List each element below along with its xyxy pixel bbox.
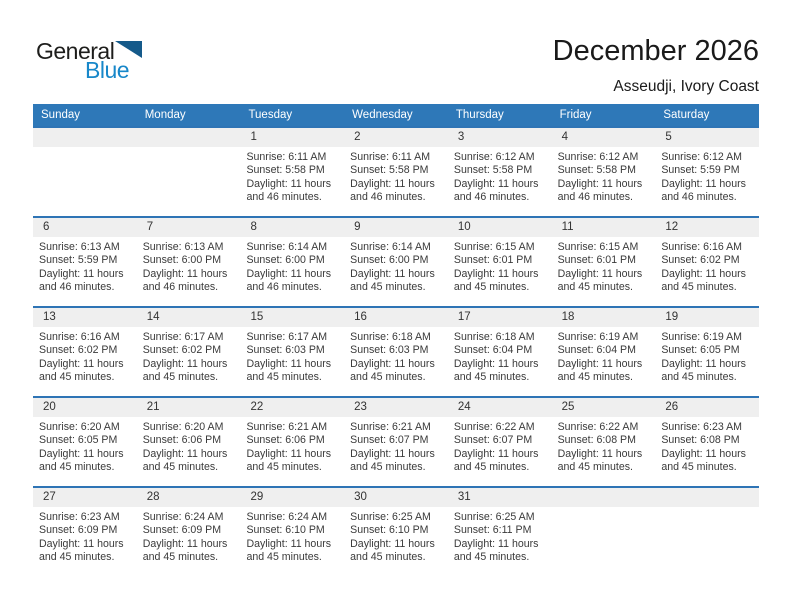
date-number: 25 [561,401,575,413]
day-cell [137,308,241,396]
daylight-text: Daylight: 11 hours and 45 minutes. [453,267,539,294]
day-content [344,507,448,565]
sunset-text: Sunset: 6:06 PM [246,434,325,447]
sunset-text: Sunset: 6:11 PM [453,524,532,537]
day-content [655,237,759,295]
sunset-text: Sunset: 6:06 PM [142,434,222,447]
day-content [448,237,552,295]
day-content [655,417,759,475]
day-cell [552,308,656,396]
logo-text-general: General [36,38,115,64]
date-band [655,128,759,147]
day-cell [33,398,137,486]
sunrise-text: Sunrise: 6:23 AM [39,511,120,523]
daylight-text: Daylight: 11 hours and 45 minutes. [39,537,124,564]
sunrise-text: Sunrise: 6:12 AM [661,151,742,163]
date-band [655,398,759,417]
sunrise-text: Sunrise: 6:21 AM [246,421,328,433]
sunset-text: Sunset: 5:58 PM [453,164,533,177]
sunrise-text: Sunrise: 6:24 AM [246,511,328,523]
sunrise-text: Sunrise: 6:25 AM [453,511,535,523]
date-band [344,488,448,507]
day-cell [448,128,552,216]
day-content [240,237,344,295]
logo-text-blue: Blue [85,57,130,83]
daylight-text: Daylight: 11 hours and 46 minutes. [661,177,746,204]
date-band [240,488,344,507]
date-band [448,488,552,507]
date-number: 3 [457,131,465,143]
day-cell [344,128,448,216]
day-cell [552,398,656,486]
date-band [240,218,344,237]
day-content [655,147,759,205]
date-band [552,308,656,327]
day-content [552,237,656,295]
date-band [552,218,656,237]
date-number: 22 [250,401,264,413]
weekday-thursday: Thursday [455,109,504,121]
date-number: 26 [665,401,679,413]
sunset-text: Sunset: 6:00 PM [350,254,429,267]
day-cell [240,488,344,576]
date-band [137,488,241,507]
sunrise-text: Sunrise: 6:20 AM [39,421,120,433]
day-cell [655,218,759,306]
sunrise-text: Sunrise: 6:14 AM [350,241,431,253]
date-number: 17 [457,311,471,323]
logo-triangle-icon [115,41,142,58]
page-title: December 2026 [552,35,759,67]
daylight-text: Daylight: 11 hours and 45 minutes. [246,357,332,384]
daylight-text: Daylight: 11 hours and 46 minutes. [246,267,332,294]
sunset-text: Sunset: 6:08 PM [557,434,636,447]
sunrise-text: Sunrise: 6:20 AM [142,421,224,433]
sunrise-text: Sunrise: 6:25 AM [350,511,431,523]
calendar-weeks [33,126,759,576]
day-cell [552,128,656,216]
daylight-text: Daylight: 11 hours and 46 minutes. [246,177,332,204]
sunset-text: Sunset: 6:07 PM [453,434,533,447]
daylight-text: Daylight: 11 hours and 45 minutes. [142,357,228,384]
date-number: 4 [561,131,568,143]
daylight-text: Daylight: 11 hours and 46 minutes. [142,267,228,294]
date-number: 6 [43,221,50,233]
date-band [137,398,241,417]
date-band [137,308,241,327]
day-cell [137,398,241,486]
daylight-text: Daylight: 11 hours and 45 minutes. [557,447,643,474]
day-content [240,507,344,565]
week-row [33,126,759,216]
date-band [240,308,344,327]
date-number: 13 [43,311,56,323]
weekday-tuesday: Tuesday [248,109,293,121]
date-number: 24 [457,401,471,413]
day-content [137,327,241,385]
date-band [137,218,241,237]
day-cell [448,308,552,396]
day-cell [344,488,448,576]
sunrise-text: Sunrise: 6:19 AM [661,331,742,343]
daylight-text: Daylight: 11 hours and 45 minutes. [350,267,435,294]
daylight-text: Daylight: 11 hours and 45 minutes. [39,357,124,384]
date-band [552,398,656,417]
empty-day-cell [552,488,656,576]
week-row [33,486,759,576]
date-band [552,128,656,147]
empty-day-cell [33,128,137,216]
date-band [655,488,759,507]
sunrise-text: Sunrise: 6:15 AM [557,241,639,253]
day-content [448,417,552,475]
day-content [344,327,448,385]
general-blue-logo [36,40,142,82]
date-number: 12 [665,221,679,233]
day-content [137,417,241,475]
day-cell [448,488,552,576]
empty-day-cell [137,128,241,216]
day-cell [240,308,344,396]
calendar-table [33,104,759,576]
date-band [448,218,552,237]
sunrise-text: Sunrise: 6:13 AM [142,241,224,253]
sunset-text: Sunset: 5:59 PM [661,164,740,177]
sunrise-text: Sunrise: 6:24 AM [142,511,224,523]
day-content [344,417,448,475]
day-cell [344,398,448,486]
empty-day-cell [655,488,759,576]
sunset-text: Sunset: 6:02 PM [39,344,118,357]
daylight-text: Daylight: 11 hours and 45 minutes. [246,537,332,564]
date-band [655,308,759,327]
sunset-text: Sunset: 5:58 PM [557,164,636,177]
sunrise-text: Sunrise: 6:19 AM [557,331,639,343]
sunset-text: Sunset: 6:01 PM [557,254,636,267]
date-band [33,128,137,147]
day-cell [33,488,137,576]
daylight-text: Daylight: 11 hours and 45 minutes. [661,357,746,384]
sunrise-text: Sunrise: 6:21 AM [350,421,431,433]
sunrise-text: Sunrise: 6:16 AM [39,331,120,343]
date-number: 31 [457,491,471,503]
weekday-wednesday: Wednesday [352,109,413,121]
day-cell [344,218,448,306]
day-cell [655,308,759,396]
day-cell [552,218,656,306]
day-content [344,237,448,295]
daylight-text: Daylight: 11 hours and 45 minutes. [557,357,643,384]
date-number: 11 [561,221,574,233]
sunset-text: Sunset: 6:05 PM [661,344,740,357]
day-content [137,237,241,295]
weekday-sunday: Sunday [41,109,81,121]
sunrise-text: Sunrise: 6:18 AM [350,331,431,343]
sunset-text: Sunset: 6:00 PM [142,254,222,267]
daylight-text: Daylight: 11 hours and 45 minutes. [661,267,746,294]
sunset-text: Sunset: 6:10 PM [246,524,325,537]
day-content [33,147,137,151]
date-number: 10 [457,221,471,233]
daylight-text: Daylight: 11 hours and 45 minutes. [350,447,435,474]
date-number: 9 [354,221,361,233]
sunset-text: Sunset: 6:04 PM [453,344,533,357]
date-band [137,128,241,147]
date-number: 7 [146,221,154,233]
day-content [137,507,241,565]
sunset-text: Sunset: 6:01 PM [453,254,533,267]
day-content [240,417,344,475]
date-band [33,488,137,507]
day-content [552,147,656,205]
weekday-friday: Friday [559,109,592,121]
day-content [552,507,656,511]
date-band [344,128,448,147]
day-content [344,147,448,205]
page-subtitle: Asseudji, Ivory Coast [613,78,759,95]
daylight-text: Daylight: 11 hours and 45 minutes. [350,357,435,384]
date-number: 2 [354,131,361,143]
sunset-text: Sunset: 5:58 PM [246,164,325,177]
date-band [448,398,552,417]
sunrise-text: Sunrise: 6:18 AM [453,331,535,343]
day-content [448,507,552,565]
sunrise-text: Sunrise: 6:22 AM [557,421,639,433]
sunset-text: Sunset: 6:02 PM [661,254,740,267]
sunrise-text: Sunrise: 6:15 AM [453,241,535,253]
sunset-text: Sunset: 5:59 PM [39,254,118,267]
daylight-text: Daylight: 11 hours and 45 minutes. [39,447,124,474]
day-content [448,327,552,385]
date-band [552,488,656,507]
daylight-text: Daylight: 11 hours and 45 minutes. [453,537,539,564]
date-number: 20 [43,401,56,413]
week-row [33,396,759,486]
day-cell [240,128,344,216]
date-number: 30 [354,491,367,503]
day-content [33,417,137,475]
daylight-text: Daylight: 11 hours and 46 minutes. [453,177,539,204]
day-cell [655,128,759,216]
date-band [344,218,448,237]
date-number: 28 [146,491,160,503]
day-content [33,507,137,565]
sunset-text: Sunset: 6:09 PM [142,524,222,537]
sunset-text: Sunset: 6:09 PM [39,524,118,537]
daylight-text: Daylight: 11 hours and 45 minutes. [142,537,228,564]
day-content [240,147,344,205]
date-number: 29 [250,491,264,503]
weekday-saturday: Saturday [663,109,710,121]
day-content [33,327,137,385]
date-number: 23 [354,401,367,413]
date-number: 15 [250,311,264,323]
day-cell [240,398,344,486]
date-band [33,218,137,237]
date-number: 5 [665,131,672,143]
date-band [344,398,448,417]
date-number: 27 [43,491,56,503]
day-cell [33,218,137,306]
date-number: 21 [146,401,160,413]
sunrise-text: Sunrise: 6:11 AM [350,151,431,163]
day-cell [344,308,448,396]
daylight-text: Daylight: 11 hours and 45 minutes. [557,267,643,294]
date-number: 19 [665,311,679,323]
date-number: 18 [561,311,575,323]
sunset-text: Sunset: 6:04 PM [557,344,636,357]
daylight-text: Daylight: 11 hours and 45 minutes. [246,447,332,474]
date-number: 1 [250,131,257,143]
day-cell [33,308,137,396]
daylight-text: Daylight: 11 hours and 46 minutes. [350,177,435,204]
daylight-text: Daylight: 11 hours and 45 minutes. [453,357,539,384]
day-cell [137,218,241,306]
sunrise-text: Sunrise: 6:16 AM [661,241,742,253]
sunset-text: Sunset: 6:10 PM [350,524,429,537]
date-band [240,398,344,417]
sunrise-text: Sunrise: 6:12 AM [453,151,535,163]
date-band [33,308,137,327]
day-content [655,327,759,385]
sunrise-text: Sunrise: 6:14 AM [246,241,328,253]
date-band [448,128,552,147]
date-band [344,308,448,327]
sunset-text: Sunset: 6:02 PM [142,344,222,357]
day-cell [655,398,759,486]
daylight-text: Daylight: 11 hours and 45 minutes. [350,537,435,564]
day-cell [137,488,241,576]
day-content [448,147,552,205]
sunrise-text: Sunrise: 6:17 AM [246,331,328,343]
daylight-text: Daylight: 11 hours and 45 minutes. [453,447,539,474]
sunrise-text: Sunrise: 6:13 AM [39,241,120,253]
day-content [33,237,137,295]
week-row [33,216,759,306]
date-band [448,308,552,327]
sunset-text: Sunset: 5:58 PM [350,164,429,177]
date-number: 16 [354,311,367,323]
daylight-text: Daylight: 11 hours and 46 minutes. [39,267,124,294]
sunset-text: Sunset: 6:00 PM [246,254,325,267]
weekday-header-row [33,104,759,126]
date-band [655,218,759,237]
daylight-text: Daylight: 11 hours and 46 minutes. [557,177,643,204]
sunset-text: Sunset: 6:07 PM [350,434,429,447]
day-cell [240,218,344,306]
sunrise-text: Sunrise: 6:22 AM [453,421,535,433]
day-content [552,417,656,475]
day-content [240,327,344,385]
date-band [33,398,137,417]
day-content [655,507,759,511]
weekday-monday: Monday [144,109,186,121]
week-row [33,306,759,396]
date-number: 14 [146,311,160,323]
sunrise-text: Sunrise: 6:11 AM [246,151,327,163]
sunset-text: Sunset: 6:03 PM [246,344,325,357]
day-content [552,327,656,385]
date-band [240,128,344,147]
sunrise-text: Sunrise: 6:23 AM [661,421,742,433]
sunset-text: Sunset: 6:03 PM [350,344,429,357]
day-cell [448,218,552,306]
day-cell [448,398,552,486]
sunrise-text: Sunrise: 6:12 AM [557,151,639,163]
daylight-text: Daylight: 11 hours and 45 minutes. [661,447,746,474]
sunset-text: Sunset: 6:08 PM [661,434,740,447]
sunset-text: Sunset: 6:05 PM [39,434,118,447]
daylight-text: Daylight: 11 hours and 45 minutes. [142,447,228,474]
day-content [137,147,241,151]
sunrise-text: Sunrise: 6:17 AM [142,331,224,343]
date-number: 8 [250,221,257,233]
